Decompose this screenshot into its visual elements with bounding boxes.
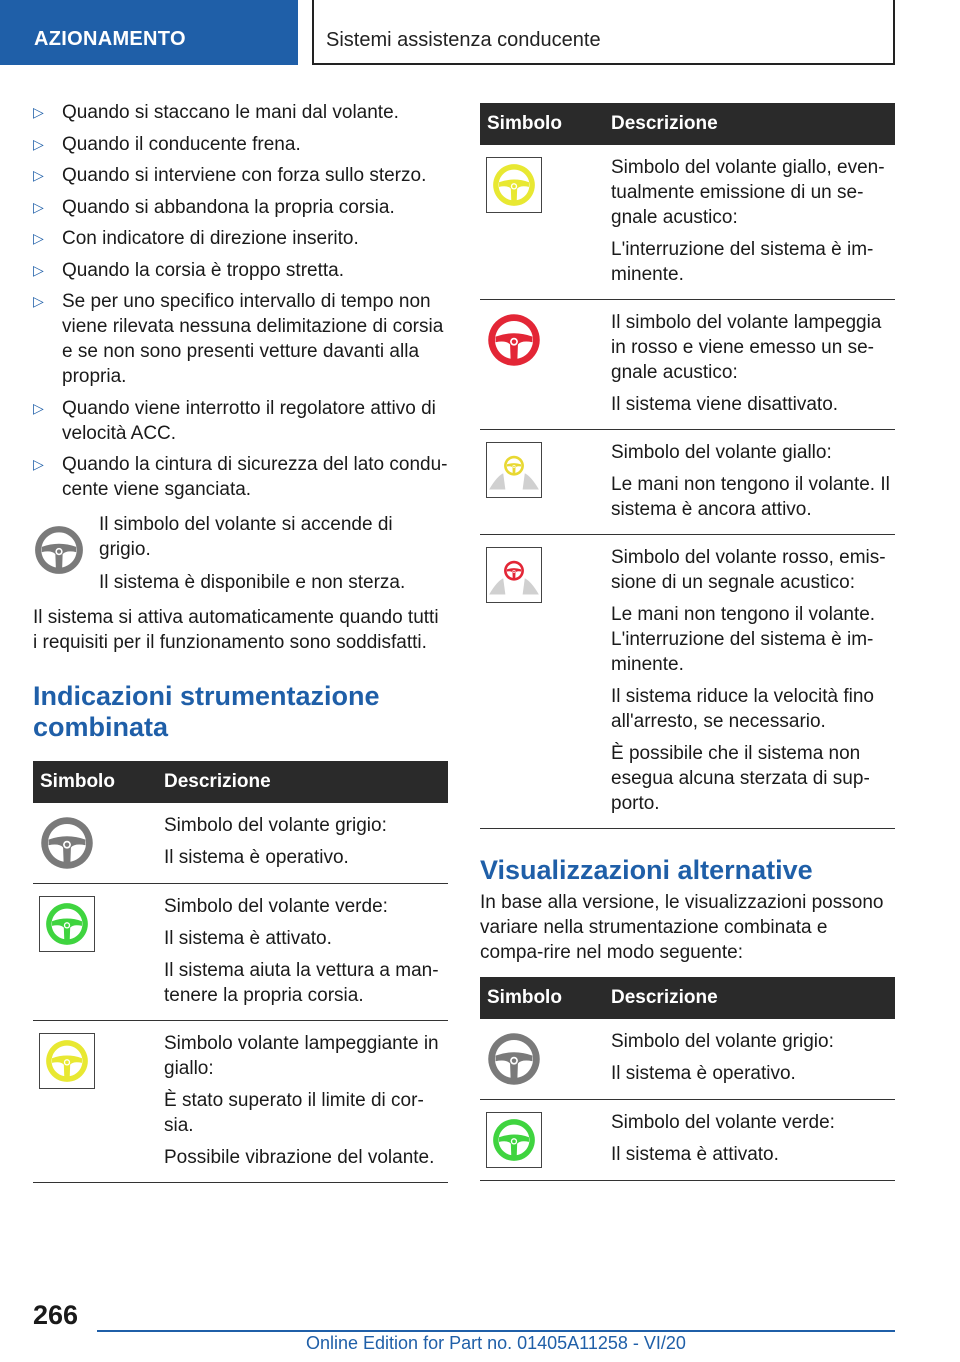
grey-wheel-note-line1: Il simbolo del volante si accende di grigio. (99, 514, 393, 560)
col-symbol-header: Simbolo (480, 977, 604, 1019)
table-row (33, 803, 448, 884)
footer-rule (97, 1330, 895, 1332)
row-text: Il sistema aiuta la vettura a man-tenere la propria corsia. (164, 960, 439, 1006)
list-item: ▷ Con indicatore di direzione inserito. (33, 228, 359, 249)
row-text: Simbolo del volante verde: (611, 1112, 835, 1133)
table-row (480, 1100, 895, 1181)
row-text: Simbolo del volante giallo, even-tualmente emissione di un se-gnale acustico: (611, 157, 885, 228)
steering-wheel-green-icon (486, 1112, 542, 1168)
hands-off-yellow-icon (486, 442, 542, 498)
steering-wheel-green-icon (39, 896, 95, 952)
list-item: ▷ Quando la corsia è troppo stretta. (33, 259, 344, 281)
triangle-bullet-icon: ▷ (33, 399, 44, 416)
row-text: Simbolo del volante grigio: (611, 1031, 834, 1052)
row-text: Il sistema è operativo. (611, 1063, 796, 1084)
list-item: ▷ Quando la cintura di sicurezza del lato condu-cente viene sganciata. (33, 454, 448, 500)
steering-wheel-grey-icon (39, 815, 95, 871)
col-description-header: Descrizione (604, 977, 895, 1019)
row-text: È stato superato il limite di cor-sia. (164, 1090, 424, 1136)
right-column (480, 103, 895, 1181)
row-text: Simbolo del volante rosso, emis-sione di un segnale acustico: (611, 547, 886, 593)
col-symbol-header: Simbolo (33, 761, 157, 803)
triangle-bullet-icon: ▷ (33, 230, 44, 246)
row-text: Simbolo volante lampeggiante in giallo: (164, 1033, 439, 1079)
alternative-displays-intro: In base alla versione, le visualizzazioni possono variare nella strumentazione combinata e compa-rire nel modo seguente: (480, 892, 884, 963)
table-header-row (480, 977, 895, 1019)
row-text: Il sistema è attivato. (611, 1144, 779, 1165)
row-text: Il sistema riduce la velocità fino all'arresto, se necessario. (611, 686, 874, 732)
grey-wheel-note (33, 512, 448, 595)
triangle-bullet-icon: ▷ (33, 261, 44, 278)
col-symbol-header: Simbolo (480, 103, 604, 145)
instrument-cluster-table (33, 761, 448, 1183)
steering-wheel-yellow-icon (486, 157, 542, 213)
row-text: L'interruzione del sistema è im-minente. (611, 239, 874, 285)
instrument-cluster-heading: Indicazioni strumentazione combinata (33, 681, 380, 742)
row-text: Il sistema è operativo. (164, 847, 349, 868)
left-column (33, 100, 448, 1183)
header-section-title: AZIONAMENTO (34, 28, 186, 50)
col-description-header: Descrizione (604, 103, 895, 145)
steering-wheel-grey-icon (33, 524, 85, 576)
list-item: ▷ Quando viene interrotto il regolatore attivo di velocità ACC. (33, 397, 436, 444)
row-text: Il simbolo del volante lampeggia in rosso e viene emesso un se-gnale acustico: (611, 312, 882, 383)
table-header-row (480, 103, 895, 145)
header-chapter-title: Sistemi assistenza conducente (326, 29, 601, 51)
table-row (480, 145, 895, 300)
col-description-header: Descrizione (157, 761, 448, 803)
table-row (480, 535, 895, 829)
row-text: Simbolo del volante verde: (164, 896, 388, 917)
row-text: Le mani non tengono il volante. L'interruzione del sistema è im-minente. (611, 604, 876, 675)
triangle-bullet-icon: ▷ (33, 167, 44, 183)
table-row (33, 1021, 448, 1183)
alternative-displays-table (480, 977, 895, 1181)
table-row (480, 430, 895, 535)
auto-activation-text: Il sistema si attiva automaticamente quando tutti i requisiti per il funzionamento sono soddisfatti. (33, 607, 439, 653)
alternative-displays-heading: Visualizzazioni alternative (480, 855, 813, 885)
list-item: ▷ Quando si staccano le mani dal volante. (33, 102, 399, 123)
triangle-bullet-icon: ▷ (33, 293, 44, 309)
triangle-bullet-icon: ▷ (33, 456, 44, 472)
table-row (480, 300, 895, 430)
row-text: Il sistema è attivato. (164, 928, 332, 949)
footer-edition-text: Online Edition for Part no. 01405A11258 - VI/20 (306, 1333, 686, 1353)
list-item: ▷ Quando si interviene con forza sullo sterzo. (33, 165, 427, 186)
row-text: Le mani non tengono il volante. Il sistema è ancora attivo. (611, 474, 890, 520)
triangle-bullet-icon: ▷ (33, 135, 44, 152)
table-row (33, 884, 448, 1021)
grey-wheel-note-line2: Il sistema è disponibile e non sterza. (99, 572, 406, 593)
list-item: ▷ Quando il conducente frena. (33, 133, 301, 155)
header-section-tab (0, 0, 298, 65)
instrument-cluster-table-continued (480, 103, 895, 829)
steering-wheel-yellow-flashing-icon (39, 1033, 95, 1089)
table-row (480, 1019, 895, 1100)
steering-wheel-red-flashing-icon (486, 312, 542, 368)
table-header-row (33, 761, 448, 803)
triangle-bullet-icon: ▷ (33, 104, 44, 120)
row-text: Possibile vibrazione del volante. (164, 1147, 435, 1168)
triangle-bullet-icon: ▷ (33, 198, 44, 215)
steering-wheel-grey-icon (486, 1031, 542, 1087)
row-text: È possibile che il sistema non esegua alcuna sterzata di sup-porto. (611, 743, 870, 814)
row-text: Il sistema viene disattivato. (611, 394, 839, 415)
row-text: Simbolo del volante grigio: (164, 815, 387, 836)
hands-off-red-icon (486, 547, 542, 603)
list-item: ▷ Se per uno specifico intervallo di tempo non viene rilevata nessuna delimitazione di corsia e se non sono presenti vetture davanti alla propria. (33, 291, 444, 387)
header-chapter-box (312, 0, 895, 65)
page-number: 266 (33, 1300, 79, 1330)
row-text: Simbolo del volante giallo: (611, 442, 832, 463)
deactivation-conditions-list (33, 100, 448, 502)
list-item: ▷ Quando si abbandona la propria corsia. (33, 196, 395, 218)
